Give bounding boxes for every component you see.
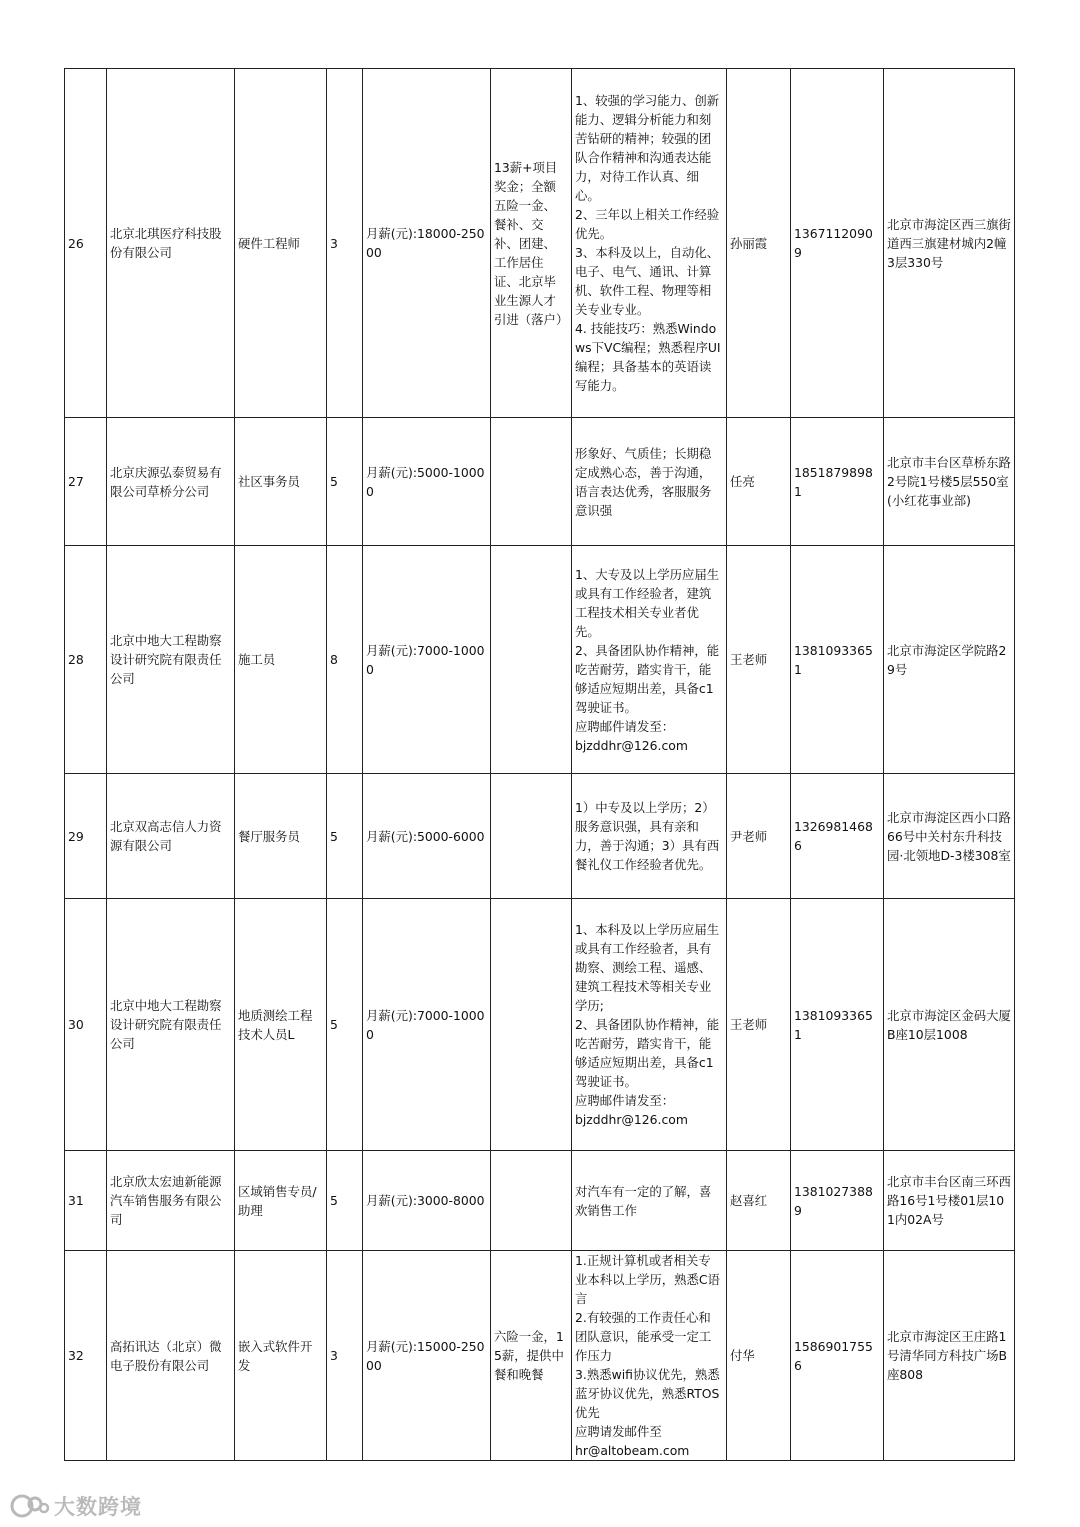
work-address-cell: 北京市海淀区西小口路66号中关村东升科技园·北领地D-3楼308室 [884, 774, 1015, 899]
requirements-cell: 形象好、气质佳；长期稳定成熟心态，善于沟通，语言表达优秀，客服服务意识强 [572, 418, 727, 546]
benefits-cell [491, 418, 572, 546]
phone-number-cell: 13810933651 [791, 546, 884, 774]
table-row [65, 1251, 1015, 1461]
salary-range-cell: 月薪(元):18000-25000 [363, 69, 491, 418]
contact-person-cell: 尹老师 [727, 774, 791, 899]
position-title-cell: 施工员 [235, 546, 327, 774]
headcount-cell: 5 [327, 1151, 363, 1251]
headcount-cell: 8 [327, 546, 363, 774]
contact-person-cell: 赵喜红 [727, 1151, 791, 1251]
position-title-cell: 地质测绘工程技术人员L [235, 899, 327, 1151]
headcount-cell: 5 [327, 899, 363, 1151]
company-name-cell: 高拓讯达（北京）微电子股份有限公司 [107, 1251, 235, 1461]
benefits-cell [491, 1151, 572, 1251]
requirements-cell: 对汽车有一定的了解，喜欢销售工作 [572, 1151, 727, 1251]
headcount-cell: 3 [327, 69, 363, 418]
salary-range-cell: 月薪(元):15000-25000 [363, 1251, 491, 1461]
row-number-cell: 26 [65, 69, 107, 418]
salary-range-cell: 月薪(元):7000-10000 [363, 546, 491, 774]
row-number-cell: 31 [65, 1151, 107, 1251]
row-number-cell: 30 [65, 899, 107, 1151]
brand-logo-icon [10, 1493, 50, 1519]
watermark-text: 大数跨境 [54, 1495, 142, 1519]
requirements-cell: 1、较强的学习能力、创新能力、逻辑分析能力和刻苦钻研的精神；较强的团队合作精神和沟通表达能力，对待工作认真、细心。 2、三年以上相关工作经验优先。 3、本科及以上，自动化、电子、电气、通讯、计算机、软件工程、物理等相关专业专业。 4. 技能技巧：熟悉Windows下VC编程；熟悉程序UI编程；具备基本的英语读写能力。 [572, 69, 727, 418]
contact-person-cell: 王老师 [727, 899, 791, 1151]
salary-range-cell: 月薪(元):5000-6000 [363, 774, 491, 899]
contact-person-cell: 付华 [727, 1251, 791, 1461]
phone-number-cell: 15869017556 [791, 1251, 884, 1461]
company-name-cell: 北京欣太宏迪新能源汽车销售服务有限公司 [107, 1151, 235, 1251]
salary-range-cell: 月薪(元):5000-10000 [363, 418, 491, 546]
contact-person-cell: 孙丽霞 [727, 69, 791, 418]
salary-range-cell: 月薪(元):3000-8000 [363, 1151, 491, 1251]
work-address-cell: 北京市海淀区金码大厦B座10层1008 [884, 899, 1015, 1151]
row-number-cell: 28 [65, 546, 107, 774]
headcount-cell: 5 [327, 418, 363, 546]
contact-person-cell: 任亮 [727, 418, 791, 546]
contact-person-cell: 王老师 [727, 546, 791, 774]
phone-number-cell: 13269814686 [791, 774, 884, 899]
headcount-cell: 5 [327, 774, 363, 899]
position-title-cell: 区域销售专员/助理 [235, 1151, 327, 1251]
company-name-cell: 北京北琪医疗科技股份有限公司 [107, 69, 235, 418]
table-row [65, 418, 1015, 546]
table-row [65, 774, 1015, 899]
row-number-cell: 29 [65, 774, 107, 899]
company-name-cell: 北京中地大工程勘察设计研究院有限责任公司 [107, 546, 235, 774]
position-title-cell: 社区事务员 [235, 418, 327, 546]
benefits-cell: 六险一金，15薪，提供中餐和晚餐 [491, 1251, 572, 1461]
table-row [65, 1151, 1015, 1251]
benefits-cell [491, 899, 572, 1151]
phone-number-cell: 13810933651 [791, 899, 884, 1151]
row-number-cell: 27 [65, 418, 107, 546]
table-row [65, 69, 1015, 418]
phone-number-cell: 18518798981 [791, 418, 884, 546]
company-name-cell: 北京中地大工程勘察设计研究院有限责任公司 [107, 899, 235, 1151]
work-address-cell: 北京市海淀区学院路29号 [884, 546, 1015, 774]
requirements-cell: 1、大专及以上学历应届生或具有工作经验者，建筑工程技术相关专业者优先。 2、具备团队协作精神，能吃苦耐劳，踏实肯干，能够适应短期出差，具备c1驾驶证书。 应聘邮件请发至： bjzddhr@126.com [572, 546, 727, 774]
requirements-cell: 1）中专及以上学历；2）服务意识强，具有亲和力，善于沟通；3）具有西餐礼仪工作经验者优先。 [572, 774, 727, 899]
requirements-cell: 1、本科及以上学历应届生或具有工作经验者，具有勘察、测绘工程、遥感、建筑工程技术等相关专业学历; 2、具备团队协作精神，能吃苦耐劳，踏实肯干，能够适应短期出差，具备c1驾驶证书。 应聘邮件请发至： bjzddhr@126.com [572, 899, 727, 1151]
watermark [10, 1491, 142, 1521]
salary-range-cell: 月薪(元):7000-10000 [363, 899, 491, 1151]
headcount-cell: 3 [327, 1251, 363, 1461]
company-name-cell: 北京庆源弘泰贸易有限公司草桥分公司 [107, 418, 235, 546]
phone-number-cell: 13671120909 [791, 69, 884, 418]
company-name-cell: 北京双高志信人力资源有限公司 [107, 774, 235, 899]
work-address-cell: 北京市丰台区草桥东路2号院1号楼5层550室(小红花事业部) [884, 418, 1015, 546]
work-address-cell: 北京市海淀区西三旗街道西三旗建材城内2幢3层330号 [884, 69, 1015, 418]
benefits-cell [491, 774, 572, 899]
work-address-cell: 北京市丰台区南三环西路16号1号楼01层101内02A号 [884, 1151, 1015, 1251]
benefits-cell [491, 546, 572, 774]
position-title-cell: 硬件工程师 [235, 69, 327, 418]
table-row [65, 546, 1015, 774]
table-row [65, 899, 1015, 1151]
position-title-cell: 餐厅服务员 [235, 774, 327, 899]
row-number-cell: 32 [65, 1251, 107, 1461]
benefits-cell: 13薪+项目奖金；全额五险一金、餐补、交补、团建、工作居住证、北京毕业生源人才引进（落户） [491, 69, 572, 418]
phone-number-cell: 13810273889 [791, 1151, 884, 1251]
work-address-cell: 北京市海淀区王庄路1号清华同方科技广场B座808 [884, 1251, 1015, 1461]
requirements-cell: 1.正规计算机或者相关专业本科以上学历，熟悉C语言 2.有较强的工作责任心和团队意识，能承受一定工作压力 3.熟悉wifi协议优先，熟悉蓝牙协议优先，熟悉RTOS优先 应聘请发邮件至 hr@altobeam.com [572, 1251, 727, 1461]
job-listing-table [64, 68, 1015, 1461]
position-title-cell: 嵌入式软件开发 [235, 1251, 327, 1461]
